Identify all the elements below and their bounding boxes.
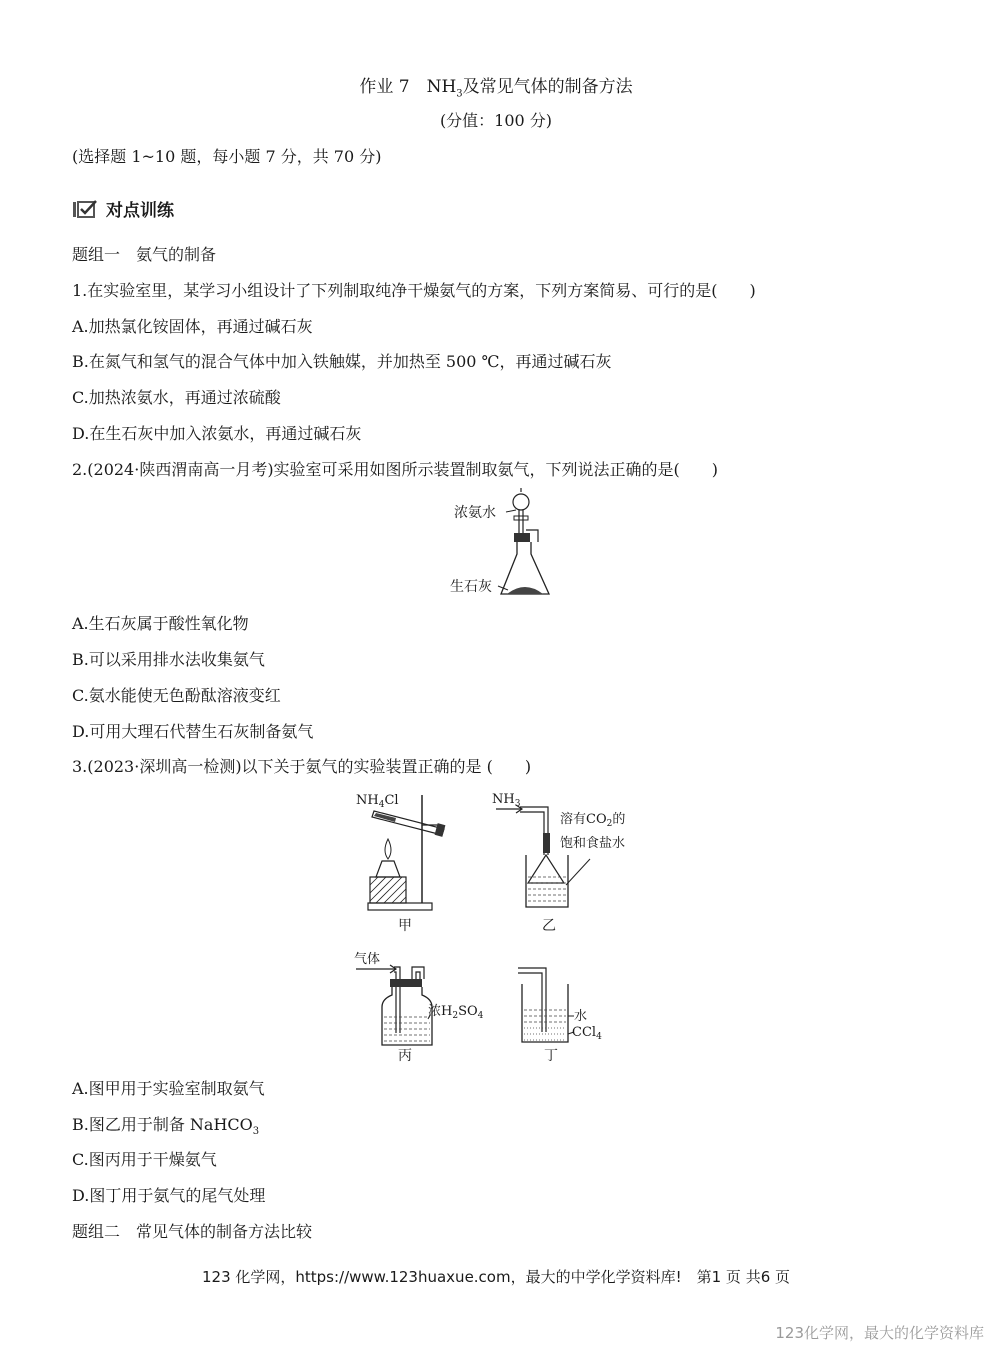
gas-washing-bottle [382, 987, 432, 1045]
page-title [0, 72, 992, 99]
q1-option-d: D.在生石灰中加入浓氨水，再通过碱石灰 [72, 424, 362, 443]
q3-option-c: C.图丙用于干燥氨气 [72, 1150, 217, 1169]
q3-option-b-text: B.图乙用于制备 NaHCO [72, 1115, 253, 1134]
yi-solution-label-line2: 饱和食盐水 [560, 836, 626, 851]
q2-option-c: C.氨水能使无色酚酞溶液变红 [72, 686, 281, 705]
q1-option-b: B.在氮气和氢气的混合气体中加入铁触媒，并加热至 500 ℃，再通过碱石灰 [72, 352, 612, 371]
flame [385, 839, 391, 859]
inverted-funnel [528, 855, 564, 883]
label-jia: 甲 [398, 918, 412, 934]
q1-option-a: A.加热氯化铵固体，再通过碱石灰 [72, 317, 313, 336]
q2-option-a: A.生石灰属于酸性氧化物 [72, 614, 249, 633]
title-prefix: 作业 7 NH [359, 77, 457, 97]
section-heading [72, 196, 174, 221]
q2-apparatus-figure [446, 488, 556, 600]
q1-option-c: C.加热浓氨水，再通过浓硫酸 [72, 388, 281, 407]
label-ding: 丁 [544, 1048, 558, 1064]
yi-solution-label-line1: 溶有$CO_2$的 [560, 812, 626, 829]
q3-option-b-subscript: 3 [252, 1126, 260, 1138]
instructions: (选择题 1~10 题，每小题 7 分，共 70 分) [72, 147, 382, 166]
q3-stem: 3.(2023·深圳高一检测)以下关于氨气的实验装置正确的是 ( ) [72, 757, 532, 776]
beaker [526, 855, 568, 907]
figure-bing [352, 945, 502, 1065]
label-conc-ammonia: 浓氨水 [454, 505, 496, 521]
ding-ccl4-label: CCl$_4$ [572, 1025, 602, 1042]
separatory-funnel-bulb [513, 494, 529, 510]
section-title: 对点训练 [106, 201, 174, 221]
title-subscript: 3 [456, 88, 463, 100]
q3-option-a: A.图甲用于实验室制取氨气 [72, 1079, 265, 1098]
q2-option-d: D.可用大理石代替生石灰制备氨气 [72, 722, 314, 741]
label-quicklime: 生石灰 [450, 579, 492, 595]
page-footer: 123 化学网，https://www.123huaxue.com，最大的中学化学资料库! 第1 页 共6 页 [201, 1268, 791, 1286]
stopcock [514, 516, 528, 520]
conical-flask [501, 542, 549, 594]
title-suffix: 及常见气体的制备方法 [462, 77, 633, 97]
bing-acid-label: 浓$H_2SO_4$ [428, 1004, 484, 1021]
watermark: 123化学网，最大的化学资料库 [775, 1324, 984, 1342]
group1-title: 题组一 氨气的制备 [72, 245, 217, 264]
rubber-tubing [543, 833, 550, 853]
group2-title: 题组二 常见气体的制备方法比较 [72, 1222, 313, 1241]
label-yi: 乙 [542, 918, 556, 934]
label-bing: 丙 [398, 1048, 412, 1064]
iron-stand-base [368, 903, 432, 910]
q1-stem: 1.在实验室里，某学习小组设计了下列制取纯净干燥氨气的方案，下列方案简易、可行的是( ) [72, 281, 756, 300]
yi-gas-label: $NH_3$ [492, 792, 521, 809]
rubber-stopper [514, 533, 530, 542]
score-line: (分值：100 分) [439, 111, 553, 130]
q3-option-b [72, 1112, 259, 1137]
checkbox-icon [72, 199, 98, 219]
figure-jia [352, 785, 462, 935]
ding-water-label: 水 [574, 1009, 588, 1024]
q2-option-b: B.可以采用排水法收集氨气 [72, 650, 265, 669]
bottle-stopper [390, 979, 422, 987]
test-tube [372, 811, 444, 835]
alcohol-lamp [376, 861, 400, 877]
quicklime-solid [507, 587, 543, 594]
figure-ding [512, 962, 622, 1066]
bing-gas-label: 气体 [354, 952, 381, 967]
figure-yi [490, 785, 650, 935]
ding-beaker [522, 984, 568, 1042]
q3-option-d: D.图丁用于氨气的尾气处理 [72, 1186, 266, 1205]
jia-reagent-label: $NH_4Cl$ [356, 793, 399, 810]
q2-stem: 2.(2024·陕西渭南高一月考)实验室可采用如图所示装置制取氨气，下列说法正确的是( ) [72, 460, 719, 479]
